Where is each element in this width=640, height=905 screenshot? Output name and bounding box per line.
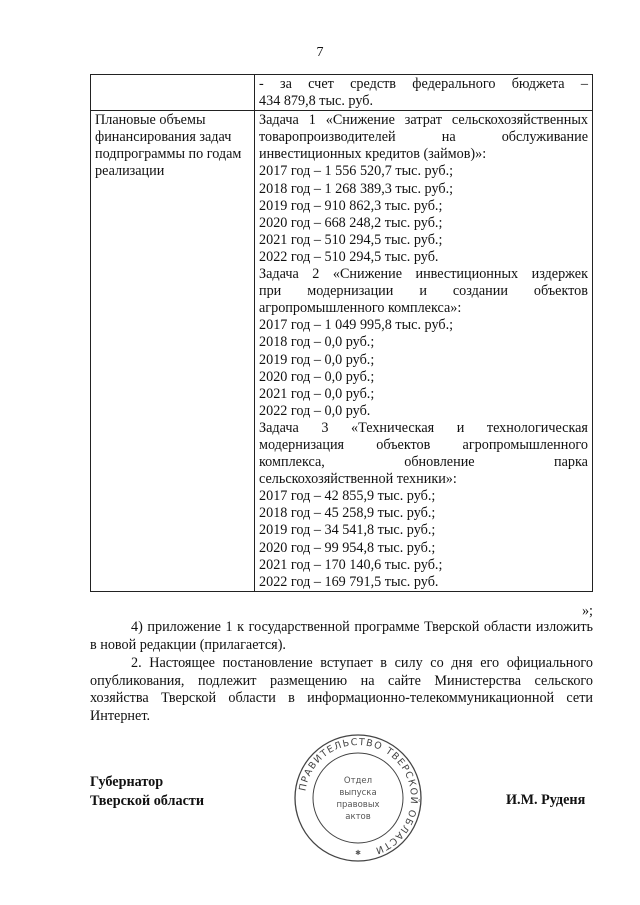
word: Задача xyxy=(259,266,299,283)
signature-title-line: Тверской области xyxy=(90,793,205,809)
task3-heading-line xyxy=(259,454,588,471)
word: затрат xyxy=(404,112,442,129)
word: Задача xyxy=(259,419,299,436)
word: за xyxy=(280,76,292,92)
table-row xyxy=(91,75,593,111)
task3-year-line: 2022 год – 169 791,5 тыс. руб. xyxy=(259,573,439,590)
task1-heading-line xyxy=(259,129,588,146)
task1-heading-line: инвестиционных кредитов (займов)»: xyxy=(259,146,487,163)
task3-year-line: 2019 год – 34 541,8 тыс. руб.; xyxy=(259,522,436,539)
word: инвестиционных xyxy=(415,266,519,283)
stamp-center-line: Отдел xyxy=(343,776,373,786)
word: 1 xyxy=(308,112,316,129)
table-cell-tasks xyxy=(255,111,593,592)
word: издержек xyxy=(531,266,588,283)
word: модернизации xyxy=(307,283,394,300)
stamp-center-line: выпуска xyxy=(339,788,377,798)
table-cell-planned-volumes xyxy=(91,111,255,592)
stamp-center-line: правовых xyxy=(336,800,380,810)
task3-year-line: 2017 год – 42 855,9 тыс. руб.; xyxy=(259,488,436,505)
task2-year-line: 2020 год – 0,0 руб.; xyxy=(259,368,375,385)
task3-heading-line xyxy=(259,437,588,454)
funding-table xyxy=(90,74,593,592)
page-number: 7 xyxy=(316,45,324,60)
word: 2 xyxy=(312,266,320,283)
stamp-ring-text: ПРАВИТЕЛЬСТВО ТВЕРСКОЙ ОБЛАСТИ xyxy=(297,736,420,857)
closing-quote: »; xyxy=(581,603,593,619)
row-label-line: финансирования задач xyxy=(95,129,232,146)
word: и xyxy=(456,419,465,436)
word: парка xyxy=(554,454,588,471)
word: и xyxy=(419,283,427,300)
word: на xyxy=(441,129,456,146)
word: «Снижение xyxy=(332,266,402,283)
word: технологическая xyxy=(486,419,588,436)
signature-title xyxy=(90,773,204,811)
task2-year-line: 2019 год – 0,0 руб.; xyxy=(259,351,375,368)
task1-year-line: 2019 год – 910 862,3 тыс. руб.; xyxy=(259,197,443,214)
paragraph-item-4: 4) приложение 1 к государственной программе Тверской области изложить в новой редакции (прилагается). xyxy=(90,619,593,653)
signature-title-line: Губернатор xyxy=(90,774,164,790)
word: Задача xyxy=(259,112,299,129)
word: 3 xyxy=(321,419,329,436)
row-label-line: реализации xyxy=(95,163,165,180)
table-cell-federal-budget xyxy=(255,75,593,111)
official-stamp-seal xyxy=(292,732,424,864)
task3-heading-line: сельскохозяйственной техники»: xyxy=(259,471,457,488)
word: счет xyxy=(308,76,334,92)
word: объектов xyxy=(376,436,431,453)
task2-heading-line xyxy=(259,266,588,283)
task1-year-line: 2021 год – 510 294,5 тыс. руб.; xyxy=(259,231,443,248)
word: агропромышленного xyxy=(462,436,588,453)
task2-year-line: 2017 год – 1 049 995,8 тыс. руб.; xyxy=(259,317,454,334)
stamp-center-line: актов xyxy=(345,812,371,822)
task1-heading-line xyxy=(259,112,588,129)
federal-budget-amount: 434 879,8 тыс. руб. xyxy=(259,93,373,110)
word: бюджета xyxy=(511,76,565,92)
federal-budget-line xyxy=(259,76,588,93)
task3-year-line: 2018 год – 45 258,9 тыс. руб.; xyxy=(259,505,436,522)
word: обслуживание xyxy=(501,129,588,146)
word: сельскохозяйственных xyxy=(451,112,588,129)
word: обновление xyxy=(404,454,475,471)
paragraph-item-2: 2. Настоящее постановление вступает в силу со дня его официального опубликования, подлежит размещению на сайте Министерства сельского хозяйства Тверской области в информационно-телекоммуникационной сети Интернет. xyxy=(90,655,593,724)
task3-year-line: 2020 год – 99 954,8 тыс. руб.; xyxy=(259,539,436,556)
word: модернизация xyxy=(259,436,345,453)
word: – xyxy=(580,76,588,92)
word: средств xyxy=(350,76,397,92)
task3-year-line: 2021 год – 170 140,6 тыс. руб.; xyxy=(259,556,443,573)
task1-year-line: 2018 год – 1 268 389,3 тыс. руб.; xyxy=(259,180,454,197)
signature-name: И.М. Руденя xyxy=(506,792,586,808)
task1-year-line: 2020 год – 668 248,2 тыс. руб.; xyxy=(259,214,443,231)
table-cell-empty xyxy=(91,75,255,111)
task2-year-line: 2021 год – 0,0 руб.; xyxy=(259,385,375,402)
word: комплекса, xyxy=(259,454,325,471)
word: - xyxy=(259,76,264,92)
task1-year-line: 2022 год – 510 294,5 тыс. руб. xyxy=(259,248,439,265)
task2-year-line: 2022 год – 0,0 руб. xyxy=(259,402,371,419)
row-label-line: Плановые объемы xyxy=(95,112,206,129)
task2-year-line: 2018 год – 0,0 руб.; xyxy=(259,334,375,351)
word: «Техническая xyxy=(350,419,435,436)
word: объектов xyxy=(533,283,588,300)
word: федерального xyxy=(412,76,496,92)
table-row xyxy=(91,111,593,592)
word: создании xyxy=(452,283,508,300)
word: товаропроизводителей xyxy=(259,129,396,146)
task1-year-line: 2017 год – 1 556 520,7 тыс. руб.; xyxy=(259,163,454,180)
task3-heading-line xyxy=(259,420,588,437)
word: «Снижение xyxy=(325,112,395,129)
row-label-line: подпрограммы по годам xyxy=(95,146,242,163)
task2-heading-line: агропромышленного комплекса»: xyxy=(259,300,462,317)
word: при xyxy=(259,283,282,300)
task2-heading-line xyxy=(259,283,588,300)
stamp-star-icon: ✱ xyxy=(355,849,361,857)
